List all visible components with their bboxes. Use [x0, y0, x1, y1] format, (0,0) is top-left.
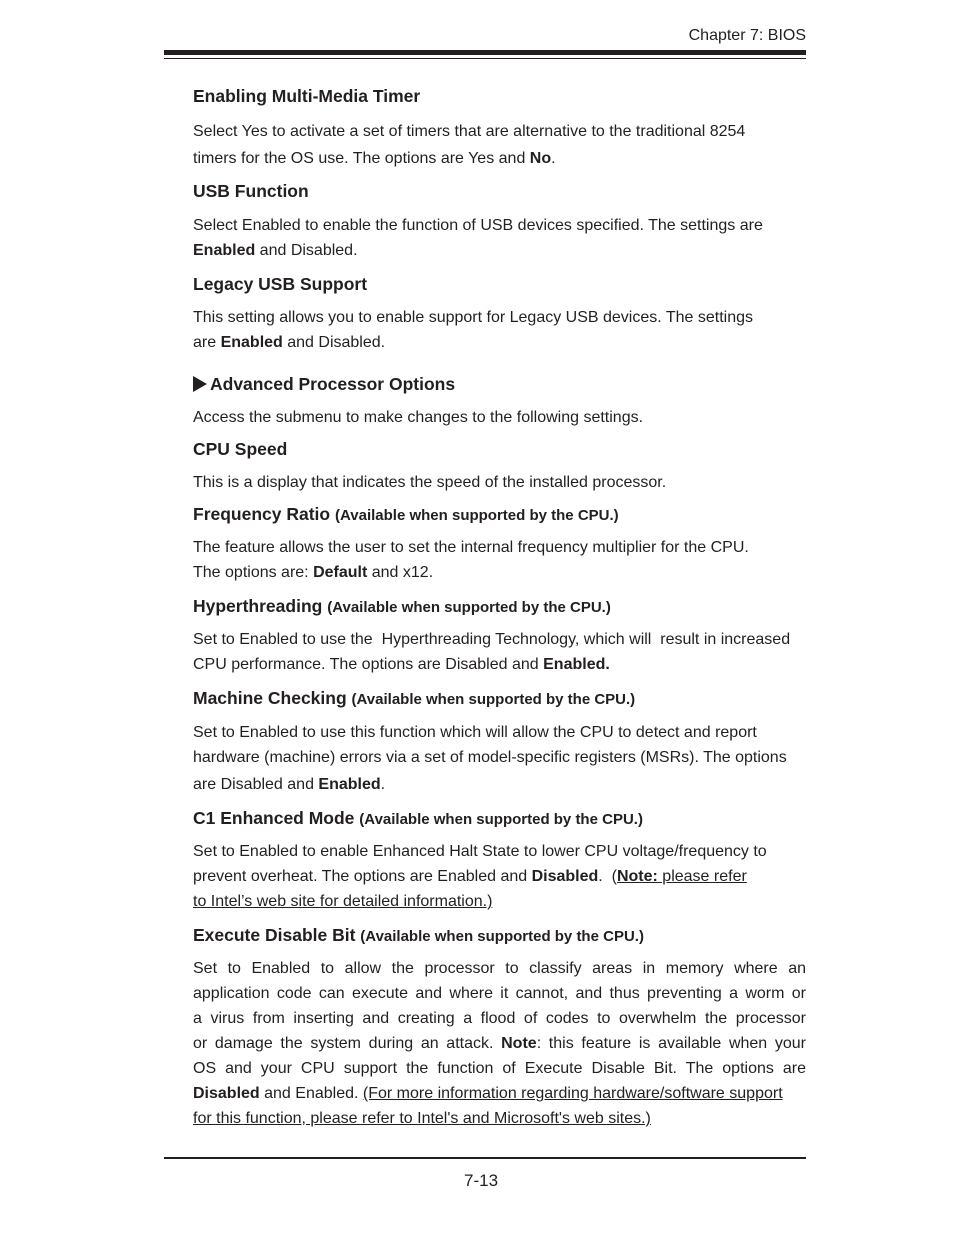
- bold-text: Default: [313, 564, 368, 581]
- text: are: [193, 334, 221, 351]
- bold-text: No: [529, 150, 552, 167]
- footer-rule: [164, 1157, 806, 1159]
- bold-text: Enabled.: [543, 656, 610, 673]
- paragraph-frequency-ratio: [193, 535, 806, 585]
- bold-text: Enabled: [318, 776, 381, 793]
- heading-advanced-processor-options: [193, 374, 806, 395]
- text: and x12.: [367, 564, 434, 581]
- text: and Enabled.: [259, 1085, 363, 1102]
- text: or damage the system during an attack.: [193, 1035, 502, 1052]
- paragraph-legacy-usb: [193, 305, 806, 355]
- paragraph-machine-checking: [193, 720, 806, 797]
- text: please refer: [657, 868, 747, 885]
- page-number: 7-13: [464, 1171, 499, 1190]
- text: and Disabled.: [255, 242, 358, 259]
- bold-text: Enabled: [193, 242, 256, 259]
- text-line: Set to Enabled to allow the processor to classify areas in memory where an: [193, 960, 806, 977]
- paragraph-multimedia-timer: [193, 119, 806, 171]
- text-line: Set to Enabled to use the Hyperthreading Technology, which will result in increased: [193, 631, 791, 648]
- text: and Disabled.: [282, 334, 386, 351]
- bold-text: Enabled: [220, 334, 283, 351]
- text-line: [193, 146, 556, 171]
- header-rule-thick: [164, 50, 806, 55]
- note-label: Note:: [616, 868, 658, 885]
- paragraph-c1-enhanced-mode: [193, 839, 806, 914]
- text-line: OS and your CPU support the function of Execute Disable Bit. The options are: [193, 1060, 806, 1077]
- chapter-header: Chapter 7: BIOS: [688, 27, 806, 44]
- text-line: Select Enabled to enable the function of USB devices specified. The settings are: [193, 217, 763, 234]
- text-line: Set to Enabled to use this function which will allow the CPU to detect and report: [193, 724, 757, 741]
- bold-text: Disabled: [531, 868, 599, 885]
- heading-text: Advanced Processor Options: [210, 374, 456, 394]
- heading-text: Frequency Ratio: [193, 504, 331, 524]
- text-line: Set to Enabled to enable Enhanced Halt State to lower CPU voltage/frequency to: [193, 843, 767, 860]
- text: timers for the OS use. The options are Yes and: [193, 150, 530, 167]
- availability-note: (Available when supported by the CPU.): [351, 691, 636, 708]
- heading-cpu-speed: CPU Speed: [193, 439, 288, 459]
- heading-text: Hyperthreading: [193, 596, 323, 616]
- text: are Disabled and: [193, 776, 319, 793]
- text-line: Select Yes to activate a set of timers that are alternative to the traditional 8254: [193, 123, 746, 140]
- text-line: hardware (machine) errors via a set of model-specific registers (MSRs). The options: [193, 749, 787, 766]
- paragraph-execute-disable-bit: [193, 956, 806, 1131]
- heading-text: Machine Checking: [193, 688, 347, 708]
- heading-usb-function: USB Function: [193, 181, 309, 201]
- text: The options are:: [193, 564, 314, 581]
- text: prevent overheat. The options are Enabled and: [193, 868, 532, 885]
- availability-note: (Available when supported by the CPU.): [359, 811, 643, 828]
- heading-text: Execute Disable Bit: [193, 925, 356, 945]
- text: CPU performance. The options are Disabled and: [193, 656, 544, 673]
- text-line: This setting allows you to enable support for Legacy USB devices. The settings: [193, 309, 754, 326]
- heading-frequency-ratio: [193, 504, 806, 525]
- paragraph-hyperthreading: [193, 627, 806, 677]
- availability-note: (Available when supported by the CPU.): [327, 599, 611, 616]
- info-reference-continued: for this function, please refer to Intel's and Microsoft's web sites.): [193, 1110, 651, 1127]
- text-line: [193, 772, 385, 797]
- heading-multimedia-timer: Enabling Multi-Media Timer: [193, 86, 421, 106]
- availability-note: (Available when supported by the CPU.): [360, 928, 644, 945]
- text: : this feature is available when your: [536, 1035, 807, 1052]
- text-line: a virus from inserting and creating a flood of codes to overwhelm the processor: [193, 1010, 806, 1027]
- heading-c1-enhanced-mode: [193, 808, 806, 829]
- heading-execute-disable-bit: [193, 925, 806, 946]
- text: .: [551, 150, 556, 167]
- bold-text: Disabled: [193, 1085, 260, 1102]
- text: Access the submenu to make changes to the following settings.: [193, 409, 644, 426]
- text-line: [193, 1081, 806, 1106]
- text-line: The feature allows the user to set the internal frequency multiplier for the CPU.: [193, 539, 749, 556]
- text: .: [380, 776, 386, 793]
- heading-text: C1 Enhanced Mode: [193, 808, 355, 828]
- heading-machine-checking: [193, 688, 806, 709]
- text: This is a display that indicates the speed of the installed processor.: [193, 474, 667, 491]
- header-rule-thin: [164, 58, 806, 59]
- text: . (: [598, 868, 617, 885]
- paragraph-cpu-speed: [193, 470, 806, 495]
- paragraph-usb-function: [193, 213, 806, 263]
- note-reference: [617, 868, 747, 885]
- note-reference-continued: to Intel’s web site for detailed information.): [193, 893, 493, 910]
- heading-legacy-usb: Legacy USB Support: [193, 274, 368, 294]
- text-line: [193, 1031, 806, 1056]
- submenu-arrow-icon: [193, 376, 207, 392]
- info-reference: (For more information regarding hardware/software support: [362, 1085, 783, 1102]
- heading-hyperthreading: [193, 596, 806, 617]
- paragraph-advanced-processor-options: [193, 405, 806, 430]
- availability-note: (Available when supported by the CPU.): [335, 507, 619, 524]
- text-line: application code can execute and where it cannot, and thus preventing a worm or: [193, 985, 806, 1002]
- bold-text: Note: [501, 1035, 537, 1052]
